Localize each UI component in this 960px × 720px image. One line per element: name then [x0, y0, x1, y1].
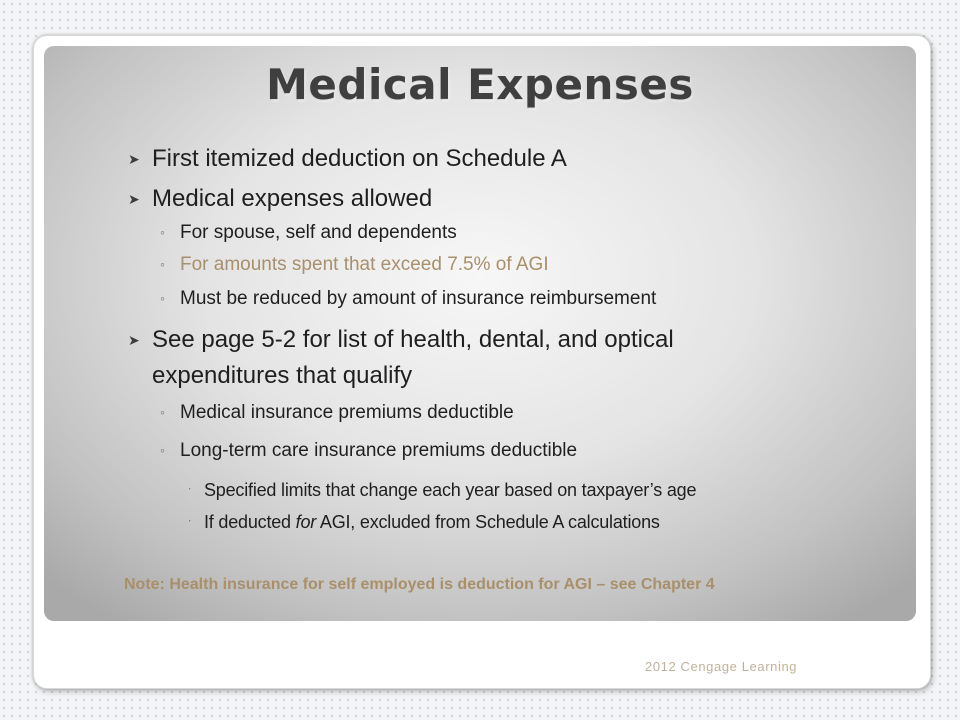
content-panel [44, 46, 916, 621]
sub-bullet-text: For amounts spent that exceed 7.5% of AGI [180, 254, 549, 275]
text-part: If deducted [204, 512, 296, 532]
sub-sub-bullet-text: Specified limits that change each year based on taxpayer’s age [204, 480, 697, 500]
arrow-bullet-icon: ➤ [128, 191, 140, 207]
arrow-bullet-icon: ➤ [128, 151, 140, 167]
sub-bullet-text: Must be reduced by amount of insurance reimbursement [180, 288, 657, 309]
note-text: Note: Health insurance for self employed is deduction for AGI – see Chapter 4 [124, 576, 715, 593]
sub-bullet-text: Long-term care insurance premiums deductible [180, 440, 578, 461]
footer-copyright: 2012 Cengage Learning [645, 659, 798, 674]
bullet-item [128, 326, 674, 354]
dot-bullet-icon: ∙ [188, 481, 192, 495]
sub-bullet-item [160, 440, 578, 462]
sub-bullet-item [160, 222, 457, 244]
bullet-text: See page 5-2 for list of health, dental, and optical [152, 326, 674, 353]
sub-bullet-item [160, 288, 657, 310]
sub-bullet-item [160, 254, 549, 276]
sub-sub-bullet-item [188, 512, 660, 533]
circle-bullet-icon: ◦ [160, 224, 165, 240]
sub-bullet-text: Medical insurance premiums deductible [180, 402, 514, 423]
emphasized-word: for [295, 512, 317, 532]
circle-bullet-icon: ◦ [160, 290, 165, 306]
arrow-bullet-icon: ➤ [128, 332, 140, 348]
dot-bullet-icon: ∙ [188, 513, 192, 527]
bullet-continuation: expenditures that qualify [152, 362, 413, 389]
bullet-item [128, 185, 433, 213]
sub-bullet-text: For spouse, self and dependents [180, 222, 457, 243]
circle-bullet-icon: ◦ [160, 256, 165, 272]
text-part: AGI, excluded from Schedule A calculations [316, 512, 660, 532]
circle-bullet-icon: ◦ [160, 404, 165, 420]
bullet-text: First itemized deduction on Schedule A [152, 145, 567, 172]
sub-bullet-item [160, 402, 514, 424]
slide-title: Medical Expenses [266, 60, 694, 109]
bullet-text: Medical expenses allowed [152, 185, 433, 212]
sub-sub-bullet-text [204, 512, 660, 532]
sub-sub-bullet-item [188, 480, 697, 501]
bullet-item [128, 145, 567, 173]
circle-bullet-icon: ◦ [160, 442, 165, 458]
